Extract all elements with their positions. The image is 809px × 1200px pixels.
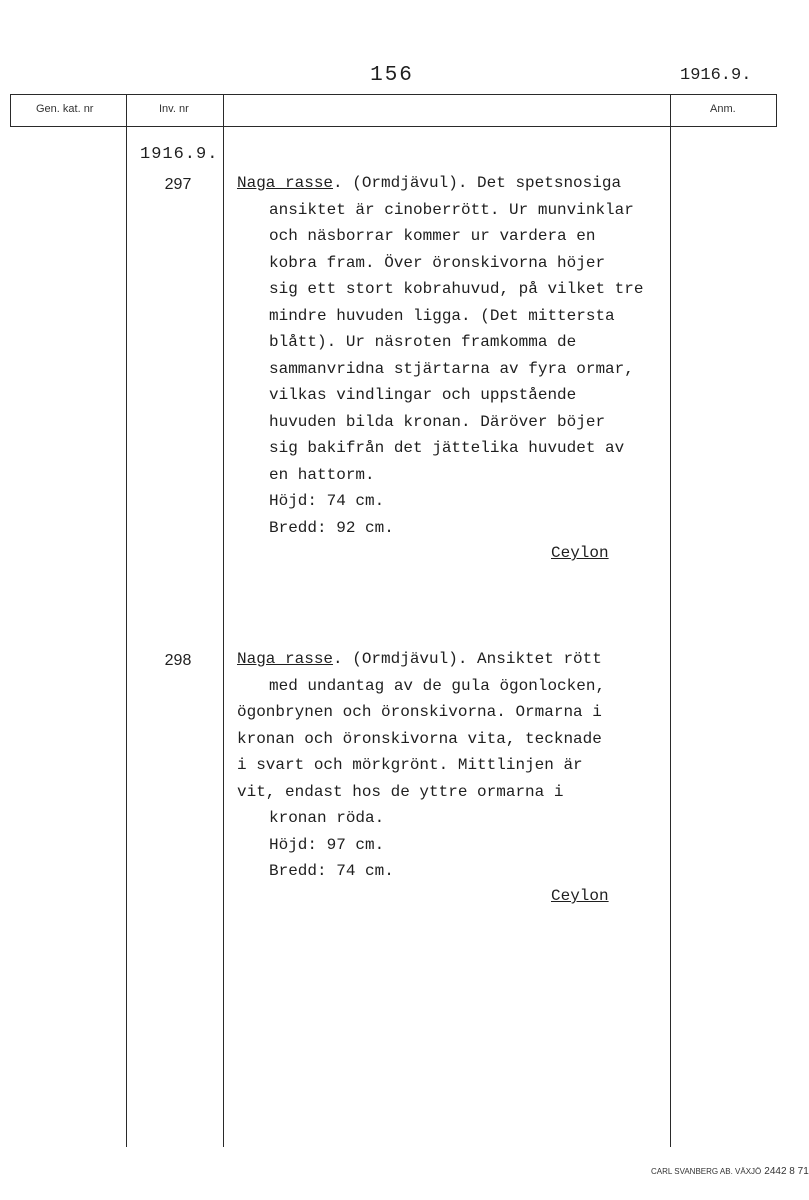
entry-line: mindre huvuden ligga. (Det mittersta <box>269 306 615 325</box>
entry-line: och näsborrar kommer ur vardera en <box>269 227 596 245</box>
entry-first-line <box>237 646 677 673</box>
inventory-number: 297 <box>164 176 192 193</box>
left-border <box>10 94 11 127</box>
entry-line: med undantag av de gula ögonlocken, <box>269 676 606 695</box>
entry-line: vit, endast hos de yttre ormarna i <box>237 782 564 801</box>
entry-text: . (Ormdjävul). Ansiktet rött <box>333 650 602 668</box>
entry-line: blått). Ur näsroten framkomma de <box>269 333 577 351</box>
top-rule <box>10 94 776 95</box>
entry-height: Höjd: 74 cm. <box>269 492 385 510</box>
entry-width: Bredd: 92 cm. <box>269 518 394 537</box>
entry-height: Höjd: 97 cm. <box>269 835 385 854</box>
inventory-number: 298 <box>164 652 192 669</box>
entry-title: Naga rasse <box>237 650 334 668</box>
column-header-gen-kat-nr: Gen. kat. nr <box>36 103 94 115</box>
entry-line: ansiktet är cinoberrött. Ur munvinklar <box>269 200 634 219</box>
entry-line: sig bakifrån det jättelika huvudet av <box>269 439 625 457</box>
entry-line: sammanvridna stjärtarna av fyra ormar, <box>269 359 634 378</box>
entry-line: i svart och mörkgrönt. Mittlinjen är <box>237 756 583 774</box>
entry-line: sig ett stort kobrahuvud, på vilket tre <box>269 280 644 298</box>
entry-origin: Ceylon <box>551 544 609 562</box>
page-number: 156 <box>370 64 414 87</box>
catalog-entry <box>237 170 677 541</box>
column-header-inv-nr: Inv. nr <box>159 103 189 115</box>
entry-line: en hattorm. <box>269 465 375 484</box>
entry-text: . (Ormdjävul). Det spetsnosiga <box>333 174 622 192</box>
column-header-anm: Anm. <box>710 103 736 115</box>
column-divider-2 <box>223 94 224 1147</box>
printer-name: CARL SVANBERG AB. VÄXJÖ <box>651 1167 762 1176</box>
column-divider-1 <box>126 94 127 1147</box>
catalog-entry <box>237 646 677 885</box>
header-rule <box>10 126 776 127</box>
accession-header: 1916.9. <box>680 66 752 85</box>
date-marker: 1916.9. <box>140 145 219 164</box>
printer-footer <box>651 1166 809 1177</box>
form-number: 2442 8 71 <box>764 1166 809 1177</box>
entry-width: Bredd: 74 cm. <box>269 862 394 880</box>
right-border <box>776 94 777 127</box>
entry-line: huvuden bilda kronan. Däröver böjer <box>269 412 606 431</box>
entry-title: Naga rasse <box>237 174 334 192</box>
entry-line: kronan röda. <box>269 809 385 827</box>
entry-line: kobra fram. Över öronskivorna höjer <box>269 253 606 272</box>
entry-line: ögonbrynen och öronskivorna. Ormarna i <box>237 703 602 721</box>
entry-line: kronan och öronskivorna vita, tecknade <box>237 729 602 748</box>
entry-first-line <box>237 170 677 197</box>
entry-origin: Ceylon <box>551 887 609 905</box>
entry-line: vilkas vindlingar och uppstående <box>269 386 577 404</box>
